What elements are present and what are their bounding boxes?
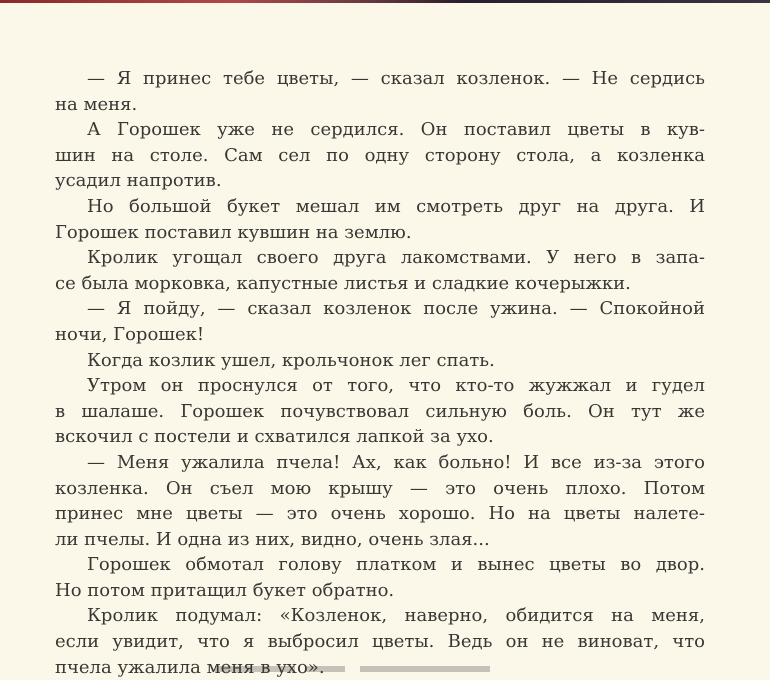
paragraph	[55, 450, 705, 552]
text-line: — Меня ужалила пчела! Ах, как больно! И все из-за этого	[87, 451, 705, 473]
text-line: принес мне цветы — это очень хорошо. Но на цветы налете-	[55, 503, 705, 525]
text-line: Когда козлик ушел, крольчонок лег спать.	[87, 349, 495, 371]
paragraph	[55, 194, 705, 245]
text-line: шин на столе. Сам сел по одну сторону стола, а козленка	[55, 144, 705, 166]
paragraph	[55, 296, 705, 347]
paragraph	[55, 603, 705, 680]
text-line: — Я пойду, — сказал козленок после ужина. — Спокойной	[87, 298, 705, 320]
text-line: усадил напротив.	[55, 170, 222, 192]
paragraph	[55, 245, 705, 296]
text-line: Но потом притащил букет обратно.	[55, 579, 395, 601]
paragraph	[55, 552, 705, 603]
paragraph	[55, 66, 705, 117]
book-page-text	[55, 66, 705, 680]
text-line: Горошек обмотал голову платком и вынес цветы во двор.	[87, 554, 705, 576]
paragraph	[55, 348, 705, 374]
text-line: Утром он проснулся от того, что кто-то жужжал и гудел	[87, 375, 705, 397]
text-line: ли пчелы. И одна из них, видно, очень злая...	[55, 528, 490, 550]
text-line: — Я принес тебе цветы, — сказал козленок. — Не сердись	[87, 68, 705, 89]
text-line: А Горошек уже не сердился. Он поставил цветы в кув-	[87, 119, 705, 141]
paragraph	[55, 373, 705, 450]
paragraph	[55, 117, 705, 194]
text-line: если увидит, что я выбросил цветы. Ведь он не виноват, что	[55, 631, 705, 653]
text-line: Но большой букет мешал им смотреть друг на друга. И	[87, 195, 705, 217]
text-line: се была морковка, капустные листья и сладкие кочерыжки.	[55, 272, 631, 294]
text-line: Кролик угощал своего друга лакомствами. У него в запа-	[87, 247, 705, 269]
text-line: ночи, Горошек!	[55, 323, 205, 345]
text-line: Горошек поставил кувшин на землю.	[55, 221, 412, 243]
text-line: вскочил с постели и схватился лапкой за ухо.	[55, 426, 494, 448]
text-line: на меня.	[55, 93, 138, 115]
text-line: в шалаше. Горошек почувствовал сильную боль. Он тут же	[55, 400, 705, 422]
text-line: пчела ужалила меня в ухо».	[55, 656, 325, 678]
text-line: Кролик подумал: «Козленок, наверно, обидится на меня,	[87, 605, 705, 627]
text-line: козленка. Он съел мою крышу — это очень плохо. Потом	[55, 477, 705, 499]
scan-top-edge	[0, 0, 770, 3]
